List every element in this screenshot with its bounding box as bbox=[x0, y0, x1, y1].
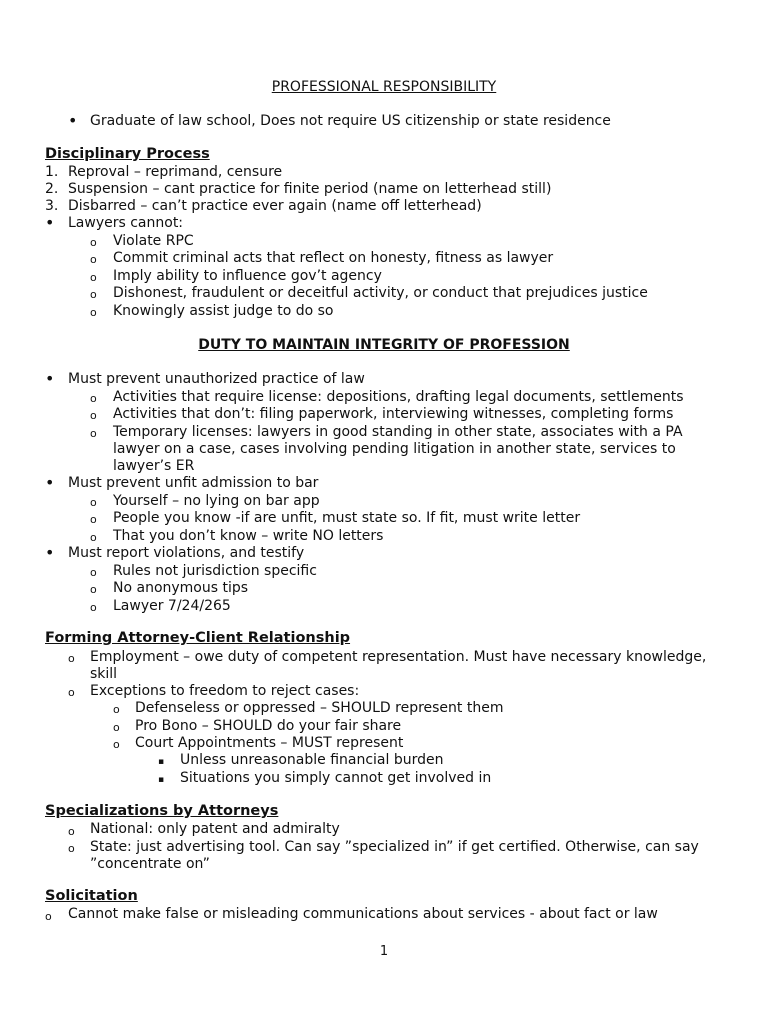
list-item: Yourself – no lying on bar app bbox=[113, 493, 320, 509]
square-bullet-marker: ▪ bbox=[158, 775, 165, 785]
list-item: Employment – owe duty of competent representation. Must have necessary knowledge, bbox=[90, 649, 707, 665]
list-item: Temporary licenses: lawyers in good standing in other state, associates with a PA bbox=[113, 424, 683, 440]
circle-bullet-marker: o bbox=[90, 288, 97, 301]
section-heading-forming: Forming Attorney-Client Relationship bbox=[45, 630, 351, 646]
section-heading-duty: DUTY TO MAINTAIN INTEGRITY OF PROFESSION bbox=[198, 337, 570, 353]
list-item-continued: lawyer’s ER bbox=[113, 458, 195, 474]
list-item: Exceptions to freedom to reject cases: bbox=[90, 683, 360, 699]
list-number: 3. bbox=[45, 198, 59, 214]
list-item: Cannot make false or misleading communications about services - about fact or law bbox=[68, 906, 658, 922]
list-item: Disbarred – can’t practice ever again (name off letterhead) bbox=[68, 198, 482, 214]
list-item: Court Appointments – MUST represent bbox=[135, 735, 404, 751]
list-item: Must prevent unauthorized practice of law bbox=[68, 371, 365, 387]
list-item-continued: lawyer on a case, cases involving pending litigation in another state, services to bbox=[113, 441, 676, 457]
list-item: Lawyers cannot: bbox=[68, 215, 184, 231]
bullet-marker: • bbox=[45, 473, 55, 492]
circle-bullet-marker: o bbox=[113, 703, 120, 716]
list-item: Reproval – reprimand, censure bbox=[68, 164, 283, 180]
circle-bullet-marker: o bbox=[90, 271, 97, 284]
list-item: Pro Bono – SHOULD do your fair share bbox=[135, 718, 402, 734]
list-item: Situations you simply cannot get involved in bbox=[180, 770, 492, 786]
list-item: Must prevent unfit admission to bar bbox=[68, 475, 319, 491]
list-number: 1. bbox=[45, 164, 59, 180]
section-heading-specializations: Specializations by Attorneys bbox=[45, 803, 279, 819]
circle-bullet-marker: o bbox=[90, 496, 97, 509]
section-heading-solicitation: Solicitation bbox=[45, 888, 138, 904]
circle-bullet-marker: o bbox=[90, 583, 97, 596]
list-item: Suspension – cant practice for finite period (name on letterhead still) bbox=[68, 181, 552, 197]
list-item: Activities that don’t: filing paperwork, interviewing witnesses, completing forms bbox=[113, 406, 674, 422]
circle-bullet-marker: o bbox=[68, 652, 75, 665]
circle-bullet-marker: o bbox=[45, 910, 52, 923]
list-item: Must report violations, and testify bbox=[68, 545, 305, 561]
list-item: Dishonest, fraudulent or deceitful activity, or conduct that prejudices justice bbox=[113, 285, 648, 301]
circle-bullet-marker: o bbox=[90, 253, 97, 266]
list-item-continued: ”concentrate on” bbox=[90, 856, 210, 872]
list-item: National: only patent and admiralty bbox=[90, 821, 340, 837]
bullet-marker: • bbox=[68, 111, 78, 130]
circle-bullet-marker: o bbox=[113, 738, 120, 751]
circle-bullet-marker: o bbox=[90, 409, 97, 422]
list-item: Activities that require license: depositions, drafting legal documents, settlements bbox=[113, 389, 684, 405]
list-item: Knowingly assist judge to do so bbox=[113, 303, 334, 319]
page-number: 1 bbox=[379, 944, 389, 959]
bullet-marker: • bbox=[45, 213, 55, 232]
section-heading-disciplinary: Disciplinary Process bbox=[45, 146, 210, 162]
list-item: Unless unreasonable financial burden bbox=[180, 752, 444, 768]
list-item: Defenseless or oppressed – SHOULD represent them bbox=[135, 700, 504, 716]
list-item: Lawyer 7/24/265 bbox=[113, 598, 231, 614]
circle-bullet-marker: o bbox=[90, 513, 97, 526]
circle-bullet-marker: o bbox=[68, 825, 75, 838]
list-item: Rules not jurisdiction specific bbox=[113, 563, 317, 579]
circle-bullet-marker: o bbox=[68, 686, 75, 699]
list-number: 2. bbox=[45, 181, 59, 197]
list-item: State: just advertising tool. Can say ”specialized in” if get certified. Otherwise, can say bbox=[90, 839, 699, 855]
circle-bullet-marker: o bbox=[90, 566, 97, 579]
list-item: Imply ability to influence gov’t agency bbox=[113, 268, 382, 284]
circle-bullet-marker: o bbox=[90, 427, 97, 440]
circle-bullet-marker: o bbox=[113, 721, 120, 734]
list-item: People you know -if are unfit, must state so. If fit, must write letter bbox=[113, 510, 581, 526]
intro-text: Graduate of law school, Does not require US citizenship or state residence bbox=[90, 113, 611, 129]
circle-bullet-marker: o bbox=[90, 392, 97, 405]
list-item: Commit criminal acts that reflect on honesty, fitness as lawyer bbox=[113, 250, 554, 266]
list-item-continued: skill bbox=[90, 666, 118, 682]
bullet-marker: • bbox=[45, 369, 55, 388]
circle-bullet-marker: o bbox=[90, 601, 97, 614]
list-item: No anonymous tips bbox=[113, 580, 249, 596]
list-item: Violate RPC bbox=[113, 233, 194, 249]
circle-bullet-marker: o bbox=[90, 306, 97, 319]
list-item: That you don’t know – write NO letters bbox=[113, 528, 384, 544]
square-bullet-marker: ▪ bbox=[158, 757, 165, 767]
circle-bullet-marker: o bbox=[90, 531, 97, 544]
page-title: PROFESSIONAL RESPONSIBILITY bbox=[271, 79, 497, 95]
circle-bullet-marker: o bbox=[68, 842, 75, 855]
circle-bullet-marker: o bbox=[90, 236, 97, 249]
bullet-marker: • bbox=[45, 543, 55, 562]
